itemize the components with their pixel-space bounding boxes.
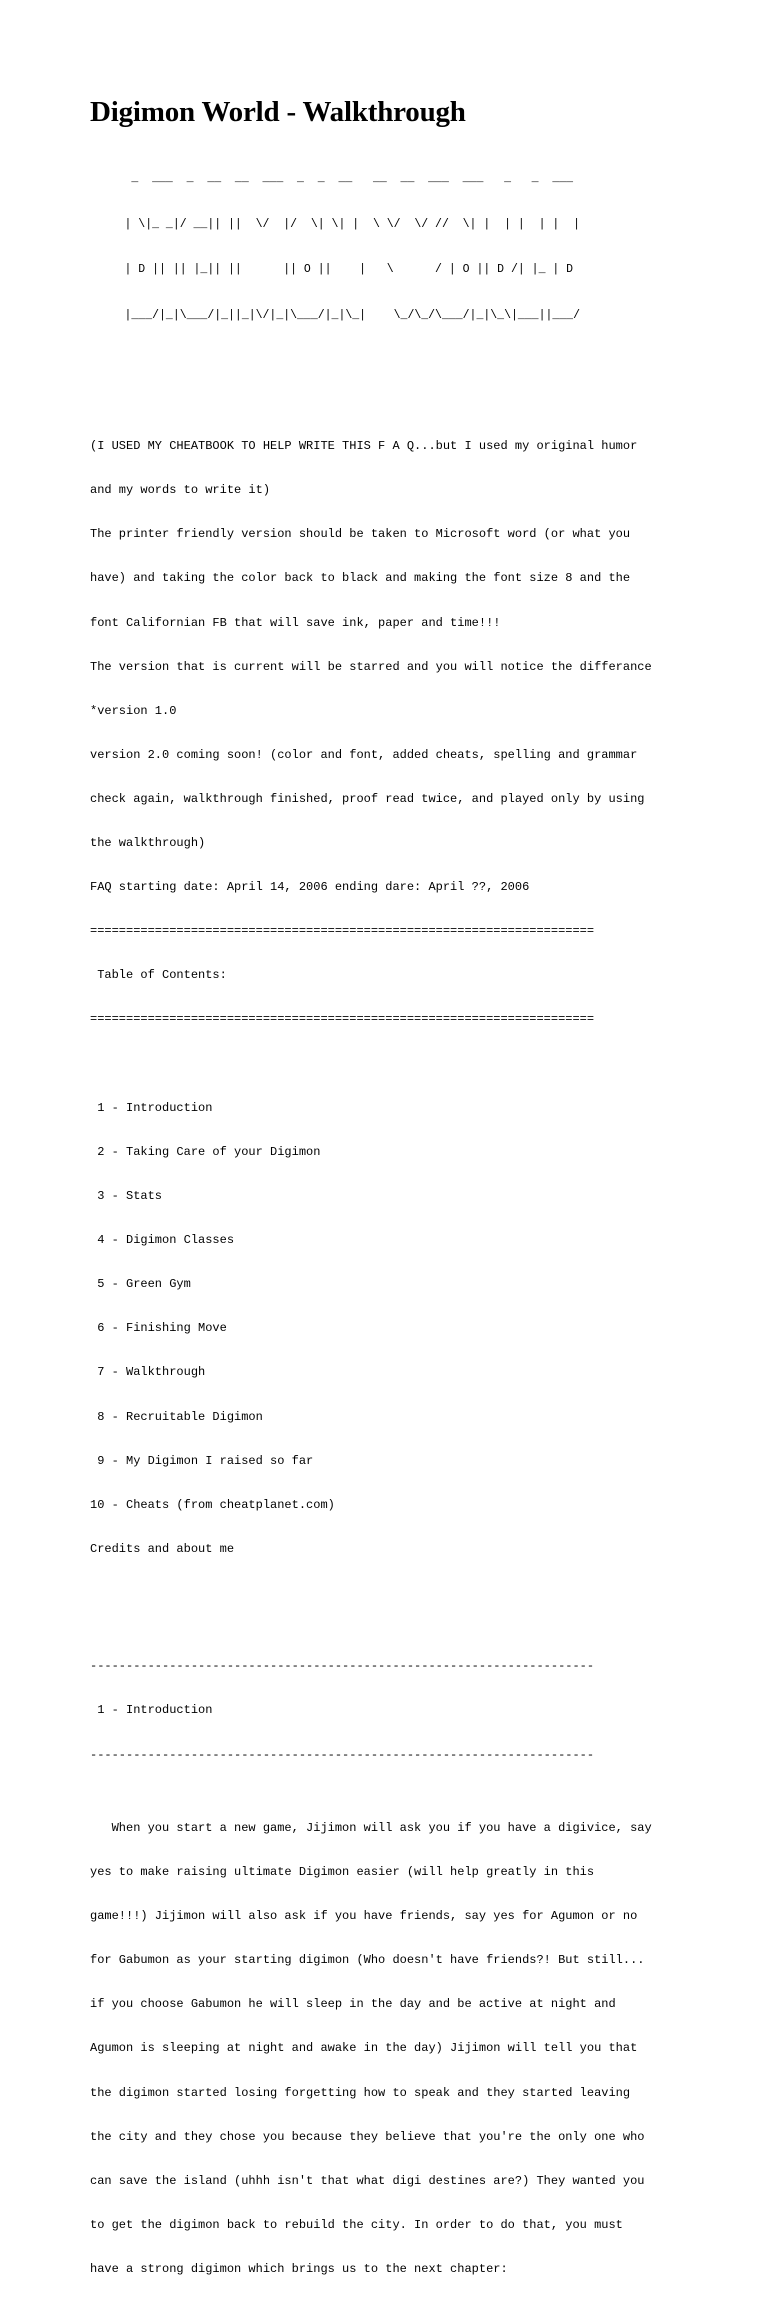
ascii-art-line: |___/|_|\___/|_||_|\/|_|\___/|_|\_| \_/\_/\___/|_|\_\|___||___/	[90, 309, 580, 323]
body-line: if you choose Gabumon he will sleep in the day and be active at night and	[90, 1997, 616, 2012]
intro-line: check again, walkthrough finished, proof read twice, and played only by using	[90, 791, 645, 806]
body-line: can save the island (uhhh isn't that what digi destines are?) They wanted you	[90, 2173, 645, 2188]
intro-line: have) and taking the color back to black and making the font size 8 and the	[90, 571, 631, 586]
body-line: to get the digimon back to rebuild the city. In order to do that, you must	[90, 2217, 623, 2232]
body-line: yes to make raising ultimate Digimon easier (will help greatly in this	[90, 1865, 595, 1880]
intro-line: font Californian FB that will save ink, paper and time!!!	[90, 615, 501, 630]
divider-line: ----------------------------------------------------------------------	[90, 1747, 595, 1762]
toc-item: 2 - Taking Care of your Digimon	[90, 1144, 321, 1159]
toc-item: 10 - Cheats (from cheatplanet.com)	[90, 1497, 335, 1512]
intro-line: the walkthrough)	[90, 836, 206, 850]
toc-item: 3 - Stats	[90, 1189, 163, 1204]
ascii-art-line: | \|_ _|/ __|| || \/ |/ \| \| | \ \/ \/ // \| | | | | | |	[90, 217, 580, 231]
ascii-art-line: _ ___ _ __ __ ___ _ _ __ __ __ ___ ___ _ _ ___	[90, 172, 574, 185]
intro-line: version 2.0 coming soon! (color and font, added cheats, spelling and grammar	[90, 747, 638, 762]
divider-line: ======================================================================	[90, 924, 595, 939]
toc-item: 7 - Walkthrough	[90, 1365, 206, 1380]
section-heading: 1 - Introduction	[90, 1703, 213, 1718]
body-line: Agumon is sleeping at night and awake in the day) Jijimon will tell you that	[90, 2041, 638, 2056]
intro-notes	[90, 410, 730, 1057]
body-line: have a strong digimon which brings us to the next chapter:	[90, 2261, 508, 2276]
ascii-art-banner	[90, 140, 730, 354]
body-line: the city and they chose you because they believe that you're the only one who	[90, 2129, 645, 2144]
divider-line: ======================================================================	[90, 1012, 595, 1027]
intro-line: and my words to write it)	[90, 483, 271, 498]
section-1-body	[90, 1792, 730, 2306]
intro-line: (I USED MY CHEATBOOK TO HELP WRITE THIS F A Q...but I used my original humor	[90, 439, 638, 454]
toc-item: 1 - Introduction	[90, 1100, 213, 1115]
toc-item: 9 - My Digimon I raised so far	[90, 1453, 314, 1468]
intro-line: *version 1.0	[90, 703, 177, 718]
intro-line: The printer friendly version should be taken to Microsoft word (or what you	[90, 527, 631, 542]
toc-item: 8 - Recruitable Digimon	[90, 1409, 263, 1424]
body-line: for Gabumon as your starting digimon (Who doesn't have friends?! But still...	[90, 1953, 645, 1968]
table-of-contents	[90, 1071, 730, 1585]
page-title: Digimon World - Walkthrough	[90, 96, 466, 128]
toc-heading: Table of Contents:	[90, 968, 227, 983]
intro-line: FAQ starting date: April 14, 2006 ending dare: April ??, 2006	[90, 880, 530, 895]
body-line: the digimon started losing forgetting how to speak and they started leaving	[90, 2085, 631, 2100]
body-line: When you start a new game, Jijimon will ask you if you have a digivice, say	[90, 1821, 652, 1835]
body-line: game!!!) Jijimon will also ask if you have friends, say yes for Agumon or no	[90, 1909, 638, 1924]
divider-line: ----------------------------------------------------------------------	[90, 1659, 595, 1674]
toc-item: 6 - Finishing Move	[90, 1321, 227, 1336]
toc-item: 5 - Green Gym	[90, 1277, 191, 1292]
intro-line: The version that is current will be starred and you will notice the differance	[90, 659, 652, 674]
document-page	[90, 92, 730, 2306]
toc-item: 4 - Digimon Classes	[90, 1233, 235, 1248]
toc-item: Credits and about me	[90, 1541, 235, 1556]
section-1-header	[90, 1630, 730, 1792]
ascii-art-line: | D || || |_|| || || O || | \ / | O || D /| |_ | D	[90, 263, 574, 277]
